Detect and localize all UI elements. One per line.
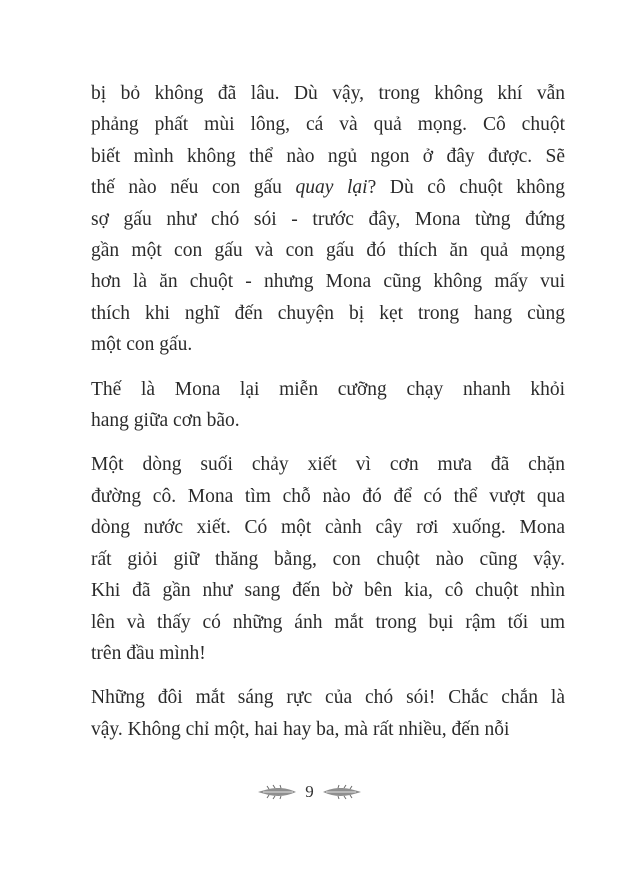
text-line: rất giỏi giữ thăng bằng, con chuột nào cũng vậy. [91, 548, 565, 570]
leaf-ornament-left-icon [257, 784, 297, 800]
page-footer [0, 782, 619, 802]
page-number: 9 [305, 782, 314, 801]
text-line: lên và thấy có những ánh mắt trong bụi rậm tối um [91, 611, 565, 633]
text-line: dòng nước xiết. Có một cành cây rơi xuống. Mona [91, 517, 565, 539]
leaf-ornament-right-icon [322, 784, 362, 800]
body-text [91, 78, 565, 758]
paragraph [91, 78, 565, 361]
text-line: Khi đã gần như sang đến bờ bên kia, cô chuột nhìn [91, 580, 565, 602]
emphasis: quay lại [295, 177, 368, 199]
text-line: trên đầu mình! [91, 642, 206, 664]
text-line: vậy. Không chỉ một, hai hay ba, mà rất nhiều, đến nỗi [91, 718, 510, 740]
text-line: hơn là ăn chuột - nhưng Mona cũng không mấy vui [91, 271, 565, 293]
paragraph [91, 449, 565, 669]
text-line: đường cô. Mona tìm chỗ nào đó để có thể vượt qua [91, 485, 565, 507]
text-line: Một dòng suối chảy xiết vì cơn mưa đã chặn [91, 454, 565, 476]
text-line: phảng phất mùi lông, cá và quả mọng. Cô chuột [91, 114, 565, 136]
text-line: Thế là Mona lại miễn cưỡng chạy nhanh khỏi [91, 378, 565, 400]
text-line: hang giữa cơn bão. [91, 410, 240, 432]
text-line: bị bỏ không đã lâu. Dù vậy, trong không khí vẫn [91, 83, 565, 104]
text-line: một con gấu. [91, 334, 193, 356]
paragraph [91, 374, 565, 437]
text-line: thế nào nếu con gấu quay lại? Dù cô chuột không [91, 177, 565, 199]
text-line: sợ gấu như chó sói - trước đây, Mona từng đứng [91, 208, 565, 230]
text-line: thích khi nghĩ đến chuyện bị kẹt trong hang cùng [91, 302, 565, 324]
text-line: gần một con gấu và con gấu đó thích ăn quả mọng [91, 240, 565, 262]
paragraph [91, 682, 565, 745]
text-line: Những đôi mắt sáng rực của chó sói! Chắc chắn là [91, 687, 565, 709]
text-line: biết mình không thể nào ngủ ngon ở đây được. Sẽ [91, 145, 565, 167]
